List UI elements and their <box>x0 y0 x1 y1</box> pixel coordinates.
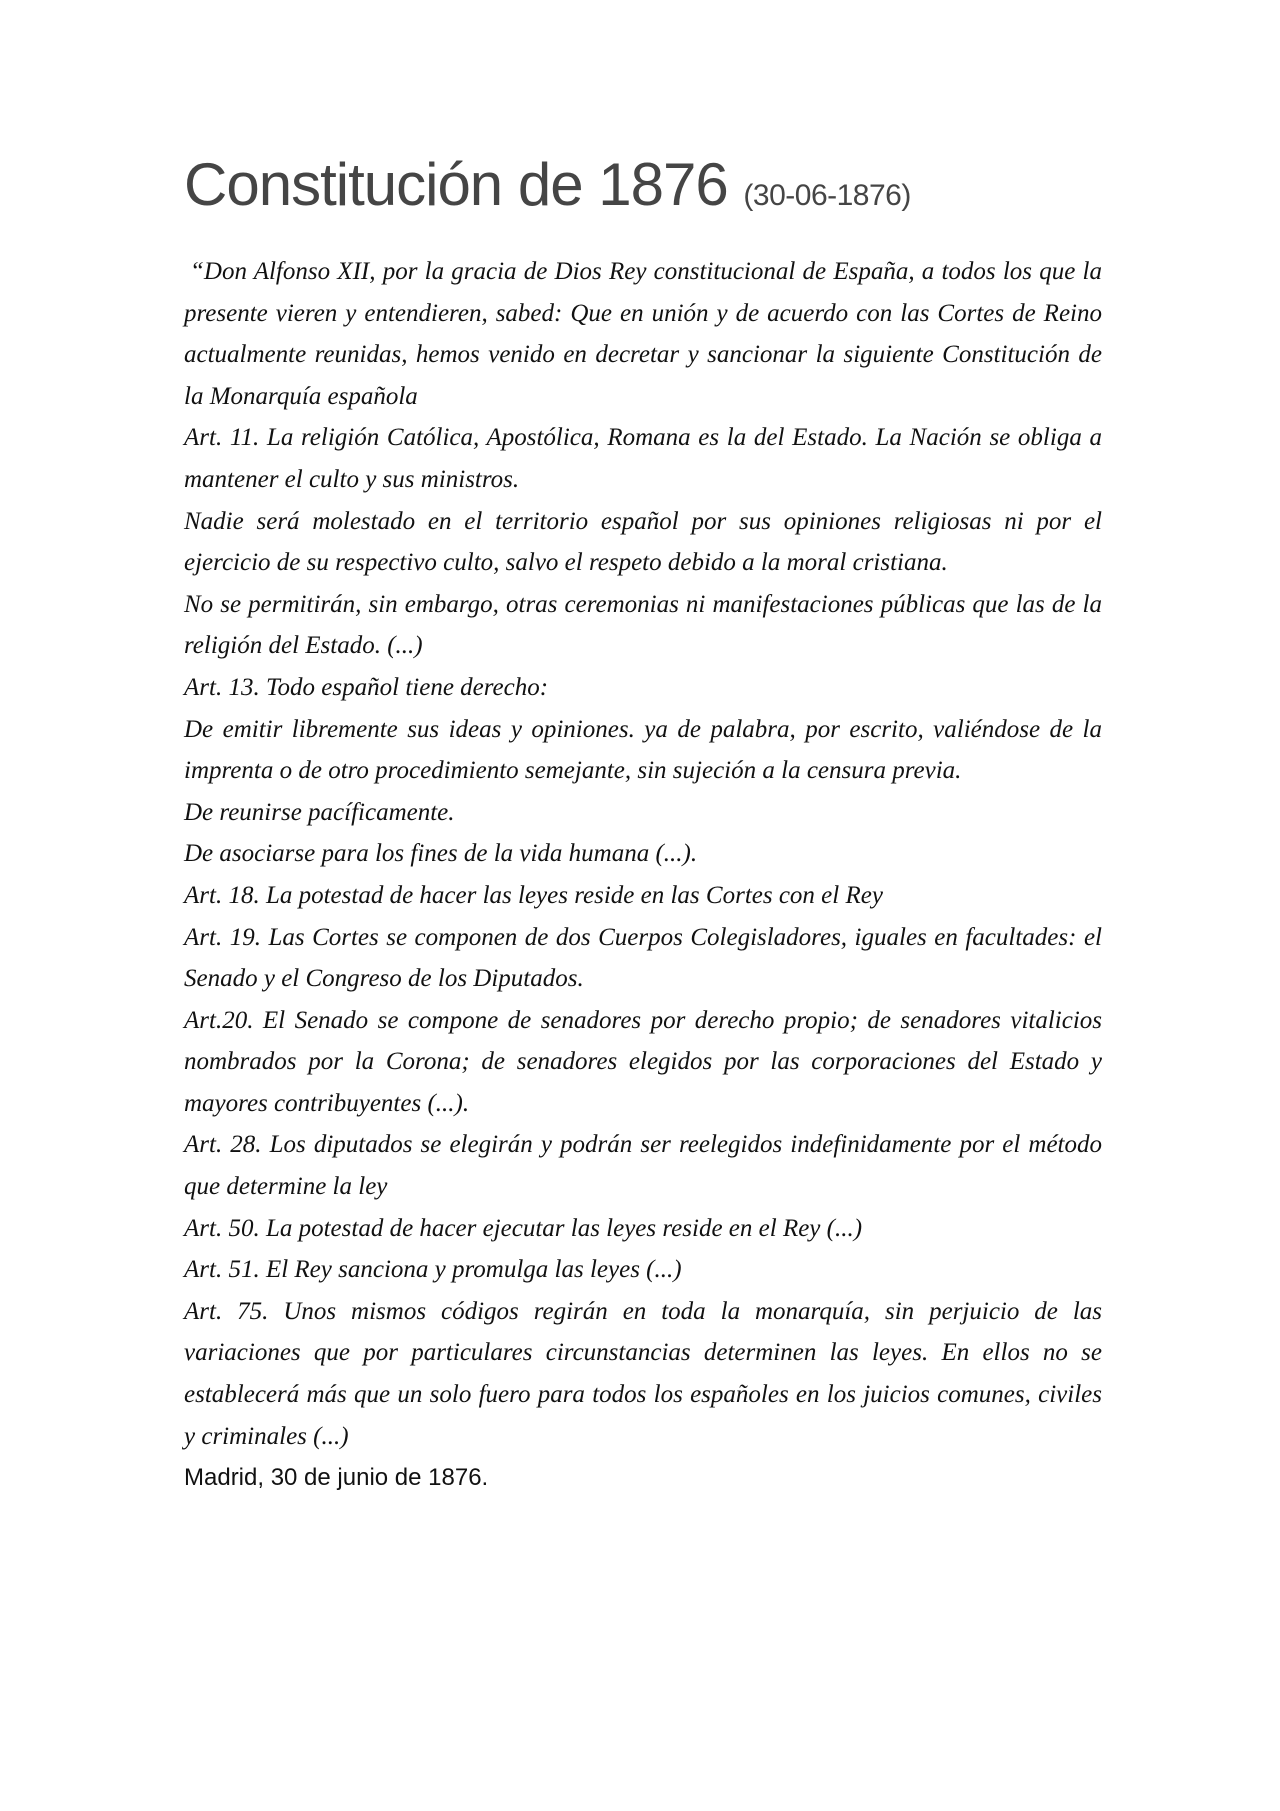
paragraph-art-28: Art. 28. Los diputados se elegirán y podrán ser reelegidos indefinidamente por el método que determine la ley <box>184 1131 1102 1201</box>
paragraph-preamble: “Don Alfonso XII, por la gracia de Dios Rey constitucional de España, a todos los que la presente vieren y entendieren, sabed: Que en unión y de acuerdo con las Cortes de Reino actualmente reunidas, hemos venido en decretar y sancionar la siguiente Constitución de la Monarquía española <box>184 258 1102 410</box>
paragraph-art-51: Art. 51. El Rey sanciona y promulga las leyes (...) <box>184 1256 682 1284</box>
paragraph-art-75: Art. 75. Unos mismos códigos regirán en toda la monarquía, sin perjuicio de las variaciones que por particulares circunstancias determinen las leyes. En ellos no se establecerá más que un solo fuero para todos los españoles en los juicios comunes, civiles y criminales (...) <box>184 1297 1102 1450</box>
title-date: (30-06-1876) <box>743 179 911 212</box>
title-text: Constitución de 1876 <box>184 151 728 218</box>
paragraph-art-19: Art. 19. Las Cortes se componen de dos Cuerpos Colegisladores, iguales en facultades: el Senado y el Congreso de los Diputados. <box>184 923 1102 993</box>
paragraph-art-11-ceremonies: No se permitirán, sin embargo, otras ceremonias ni manifestaciones públicas que las de la religión del Estado. (...) <box>184 590 1102 660</box>
paragraph-art-13: Art. 13. Todo español tiene derecho: <box>184 673 549 701</box>
paragraph-art-18: Art. 18. La potestad de hacer las leyes reside en las Cortes con el Rey <box>184 881 883 909</box>
document-page <box>184 150 1102 1499</box>
paragraph-art-11: Art. 11. La religión Católica, Apostólica, Romana es la del Estado. La Nación se obliga a mantener el culto y sus ministros. <box>184 424 1102 493</box>
document-signature: Madrid, 30 de junio de 1876. <box>184 1464 489 1492</box>
document-title <box>184 150 1102 231</box>
paragraph-art-13-association: De asociarse para los fines de la vida humana (...). <box>184 840 698 868</box>
paragraph-art-20: Art.20. El Senado se compone de senadores por derecho propio; de senadores vitalicios nombrados por la Corona; de senadores elegidos por las corporaciones del Estado y mayores contribuyentes (...). <box>184 1006 1102 1117</box>
paragraph-art-13-expression: De emitir libremente sus ideas y opiniones. ya de palabra, por escrito, valiéndose de la imprenta o de otro procedimiento semejante, sin sujeción a la censura previa. <box>184 715 1102 785</box>
paragraph-art-50: Art. 50. La potestad de hacer ejecutar las leyes reside en el Rey (...) <box>184 1214 863 1242</box>
paragraph-art-11-religious-tolerance: Nadie será molestado en el territorio español por sus opiniones religiosas ni por el ejercicio de su respectivo culto, salvo el respeto debido a la moral cristiana. <box>184 507 1102 577</box>
paragraph-art-13-assembly: De reunirse pacíficamente. <box>184 798 455 826</box>
document-body <box>184 251 1102 1499</box>
